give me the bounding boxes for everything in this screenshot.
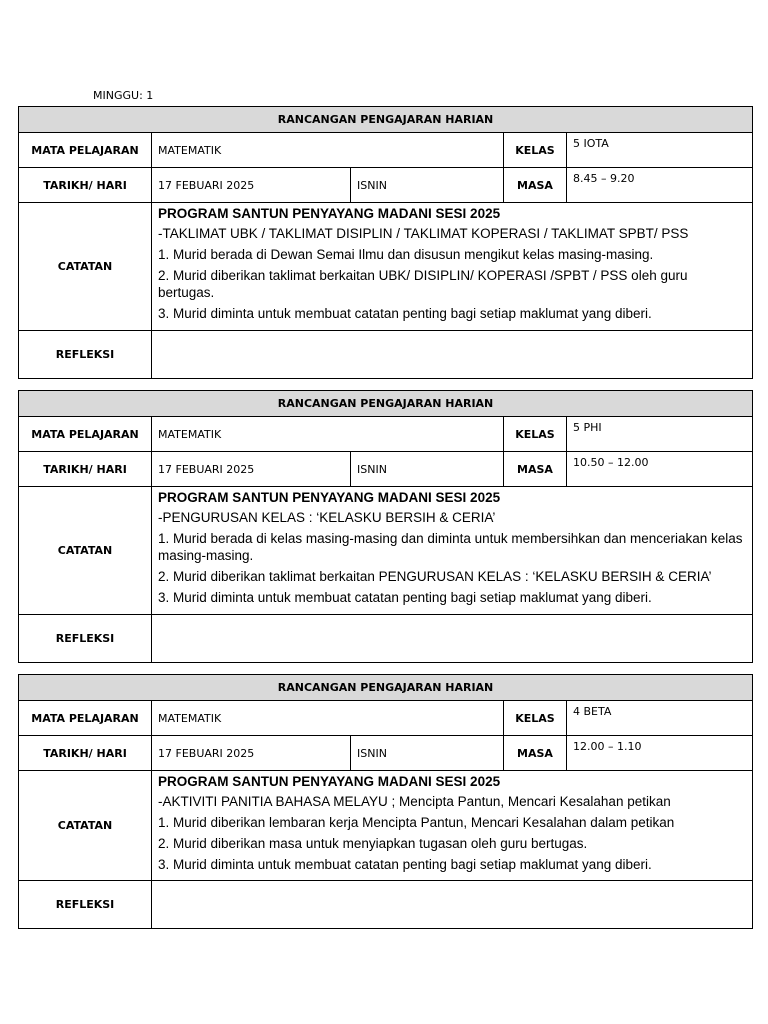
day-value: ISNIN — [351, 452, 504, 487]
notes-item: 1. Murid diberikan lembaran kerja Mencipta Pantun, Mencari Kesalahan dalam petikan — [158, 815, 675, 830]
time-label: MASA — [504, 168, 567, 203]
lesson-plan-table — [18, 390, 753, 663]
class-label: KELAS — [504, 417, 567, 452]
class-value: 4 BETA — [567, 701, 753, 736]
day-value: ISNIN — [351, 168, 504, 203]
reflection-field[interactable] — [152, 331, 753, 379]
notes-item: 1. Murid berada di Dewan Semai Ilmu dan disusun mengikut kelas masing-masing. — [158, 247, 654, 262]
notes-content — [152, 203, 753, 331]
notes-item: 2. Murid diberikan taklimat berkaitan PENGURUSAN KELAS : ‘KELASKU BERSIH & CERIA’ — [158, 569, 712, 584]
reflection-field[interactable] — [152, 615, 753, 663]
date-day-label: TARIKH/ HARI — [19, 736, 152, 771]
notes-content — [152, 487, 753, 615]
time-value: 10.50 – 12.00 — [567, 452, 753, 487]
time-value: 12.00 – 1.10 — [567, 736, 753, 771]
notes-item: 1. Murid berada di kelas masing-masing dan diminta untuk membersihkan dan menceriakan kelas masing-masing. — [158, 531, 743, 563]
subject-value: MATEMATIK — [152, 417, 504, 452]
reflection-label: REFLEKSI — [19, 331, 152, 379]
reflection-label: REFLEKSI — [19, 615, 152, 663]
notes-label: CATATAN — [19, 203, 152, 331]
subject-value: MATEMATIK — [152, 133, 504, 168]
lesson-plan-table — [18, 106, 753, 379]
notes-item: 3. Murid diminta untuk membuat catatan penting bagi setiap maklumat yang diberi. — [158, 306, 652, 321]
notes-label: CATATAN — [19, 487, 152, 615]
time-value: 8.45 – 9.20 — [567, 168, 753, 203]
date-value: 17 FEBUARI 2025 — [152, 452, 351, 487]
reflection-label: REFLEKSI — [19, 881, 152, 929]
class-label: KELAS — [504, 701, 567, 736]
subject-label: MATA PELAJARAN — [19, 417, 152, 452]
week-label: MINGGU: 1 — [93, 89, 154, 102]
notes-topic: -TAKLIMAT UBK / TAKLIMAT DISIPLIN / TAKLIMAT KOPERASI / TAKLIMAT SPBT/ PSS — [158, 226, 689, 241]
date-value: 17 FEBUARI 2025 — [152, 736, 351, 771]
notes-item: 2. Murid diberikan masa untuk menyiapkan tugasan oleh guru bertugas. — [158, 836, 588, 851]
class-label: KELAS — [504, 133, 567, 168]
day-value: ISNIN — [351, 736, 504, 771]
plan-header: RANCANGAN PENGAJARAN HARIAN — [19, 107, 753, 133]
date-day-label: TARIKH/ HARI — [19, 452, 152, 487]
notes-item: 3. Murid diminta untuk membuat catatan penting bagi setiap maklumat yang diberi. — [158, 590, 652, 605]
lesson-plan-table — [18, 674, 753, 929]
time-label: MASA — [504, 736, 567, 771]
program-title: PROGRAM SANTUN PENYAYANG MADANI SESI 2025 — [158, 206, 501, 221]
notes-item: 3. Murid diminta untuk membuat catatan penting bagi setiap maklumat yang diberi. — [158, 857, 652, 872]
plan-header: RANCANGAN PENGAJARAN HARIAN — [19, 391, 753, 417]
notes-content — [152, 771, 753, 881]
notes-item: 2. Murid diberikan taklimat berkaitan UBK/ DISIPLIN/ KOPERASI /SPBT / PSS oleh guru bertugas. — [158, 268, 688, 300]
class-value: 5 PHI — [567, 417, 753, 452]
subject-value: MATEMATIK — [152, 701, 504, 736]
date-day-label: TARIKH/ HARI — [19, 168, 152, 203]
program-title: PROGRAM SANTUN PENYAYANG MADANI SESI 2025 — [158, 490, 501, 505]
time-label: MASA — [504, 452, 567, 487]
notes-topic: -PENGURUSAN KELAS : ‘KELASKU BERSIH & CERIA’ — [158, 510, 496, 525]
reflection-field[interactable] — [152, 881, 753, 929]
program-title: PROGRAM SANTUN PENYAYANG MADANI SESI 2025 — [158, 774, 501, 789]
plan-header: RANCANGAN PENGAJARAN HARIAN — [19, 675, 753, 701]
subject-label: MATA PELAJARAN — [19, 133, 152, 168]
subject-label: MATA PELAJARAN — [19, 701, 152, 736]
date-value: 17 FEBUARI 2025 — [152, 168, 351, 203]
class-value: 5 IOTA — [567, 133, 753, 168]
notes-label: CATATAN — [19, 771, 152, 881]
notes-topic: -AKTIVITI PANITIA BAHASA MELAYU ; Mencipta Pantun, Mencari Kesalahan petikan — [158, 794, 671, 809]
